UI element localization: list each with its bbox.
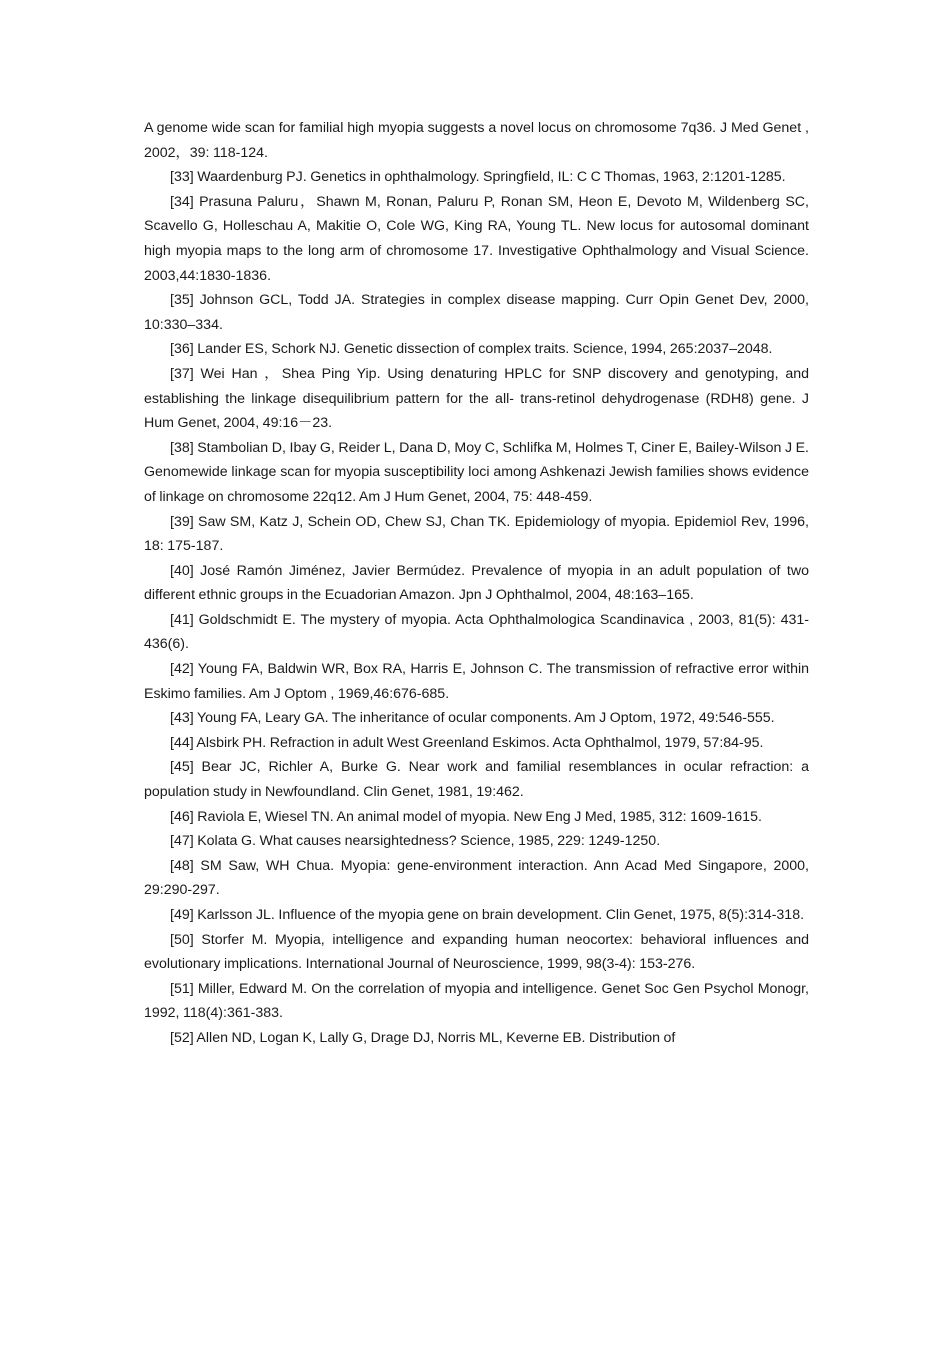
reference-entry-50: [50] Storfer M. Myopia, intelligence and expanding human neocortex: behavioral influences and evolutionary implications. International Journal of Neuroscience, 1999, 98(3-4): 153-276. — [144, 931, 809, 973]
reference-entry-43: [43] Young FA, Leary GA. The inheritance of ocular components. Am J Optom, 1972, 49:546-555. — [170, 710, 775, 727]
reference-entry-44: [44] Alsbirk PH. Refraction in adult West Greenland Eskimos. Acta Ophthalmol, 1979, 57:84-95. — [170, 734, 764, 751]
reference-entry-49: [49] Karlsson JL. Influence of the myopia gene on brain development. Clin Genet, 1975, 8(5):314-318. — [170, 907, 805, 923]
reference-entry-47: [47] Kolata G. What causes nearsightedness? Science, 1985, 229: 1249-1250. — [170, 833, 661, 850]
reference-entry-51: [51] Miller, Edward M. On the correlation of myopia and intelligence. Genet Soc Gen Psychol Monogr, 1992, 118(4):361-383. — [144, 980, 809, 1022]
reference-list — [144, 116, 809, 1051]
reference-entry-continued: A genome wide scan for familial high myopia suggests a novel locus on chromosome 7q36. J Med Genet , 2002，39: 118-124. — [144, 120, 809, 161]
reference-entry-38: [38] Stambolian D, Ibay G, Reider L, Dana D, Moy C, Schlifka M, Holmes T, Ciner E, Bailey-Wilson J E. Genomewide linkage scan for myopia susceptibility loci among Ashkenazi Jewish families shows evidence of linkage on chromosome 22q12. Am J Hum Genet, 2004, 75: 448-459. — [144, 439, 809, 505]
reference-entry-41: [41] Goldschmidt E. The mystery of myopia. Acta Ophthalmologica Scandinavica , 2003, 81(5): 431-436(6). — [144, 611, 809, 653]
reference-entry-33: [33] Waardenburg PJ. Genetics in ophthalmology. Springfield, IL: C C Thomas, 1963, 2:1201-1285. — [170, 169, 786, 186]
reference-entry-42: [42] Young FA, Baldwin WR, Box RA, Harris E, Johnson C. The transmission of refractive error within Eskimo families. Am J Optom , 1969,46:676-685. — [144, 661, 809, 702]
reference-entry-46: [46] Raviola E, Wiesel TN. An animal model of myopia. New Eng J Med, 1985, 312: 1609-1615. — [170, 808, 762, 825]
reference-entry-36: [36] Lander ES, Schork NJ. Genetic dissection of complex traits. Science, 1994, 265:2037–2048. — [170, 341, 773, 358]
reference-entry-52: [52] Allen ND, Logan K, Lally G, Drage DJ, Norris ML, Keverne EB. Distribution of — [170, 1029, 676, 1046]
reference-entry-34: [34] Prasuna Paluru，Shawn M, Ronan, Paluru P, Ronan SM, Heon E, Devoto M, Wildenberg SC, Scavello G, Holleschau A, Makitie O, Cole WG, King RA, Young TL. New locus for autosomal dominant high myopia maps to the long arm of chromosome 17. Investigative Ophthalmology and Visual Science. 2003,44:1830-1836. — [144, 193, 809, 284]
reference-entry-45: [45] Bear JC, Richler A, Burke G. Near work and familial resemblances in ocular refraction: a population study in Newfoundland. Clin Genet, 1981, 19:462. — [144, 759, 809, 801]
reference-entry-48: [48] SM Saw, WH Chua. Myopia: gene-environment interaction. Ann Acad Med Singapore, 2000, 29:290-297. — [144, 857, 809, 899]
reference-entry-40: [40] José Ramón Jiménez, Javier Bermúdez. Prevalence of myopia in an adult population of two different ethnic groups in the Ecuadorian Amazon. Jpn J Ophthalmol, 2004, 48:163–165. — [144, 562, 809, 604]
reference-entry-39: [39] Saw SM, Katz J, Schein OD, Chew SJ, Chan TK. Epidemiology of myopia. Epidemiol Rev, 1996, 18: 175-187. — [144, 513, 809, 555]
reference-entry-35: [35] Johnson GCL, Todd JA. Strategies in complex disease mapping. Curr Opin Genet Dev, 2000, 10:330–334. — [144, 292, 809, 333]
reference-entry-37: [37] Wei Han ，Shea Ping Yip. Using denaturing HPLC for SNP discovery and genotyping, and establishing the linkage disequilibrium pattern for the all- trans-retinol dehydrogenase (RDH8) gene. J Hum Genet, 2004, 49:16－23. — [144, 365, 809, 432]
